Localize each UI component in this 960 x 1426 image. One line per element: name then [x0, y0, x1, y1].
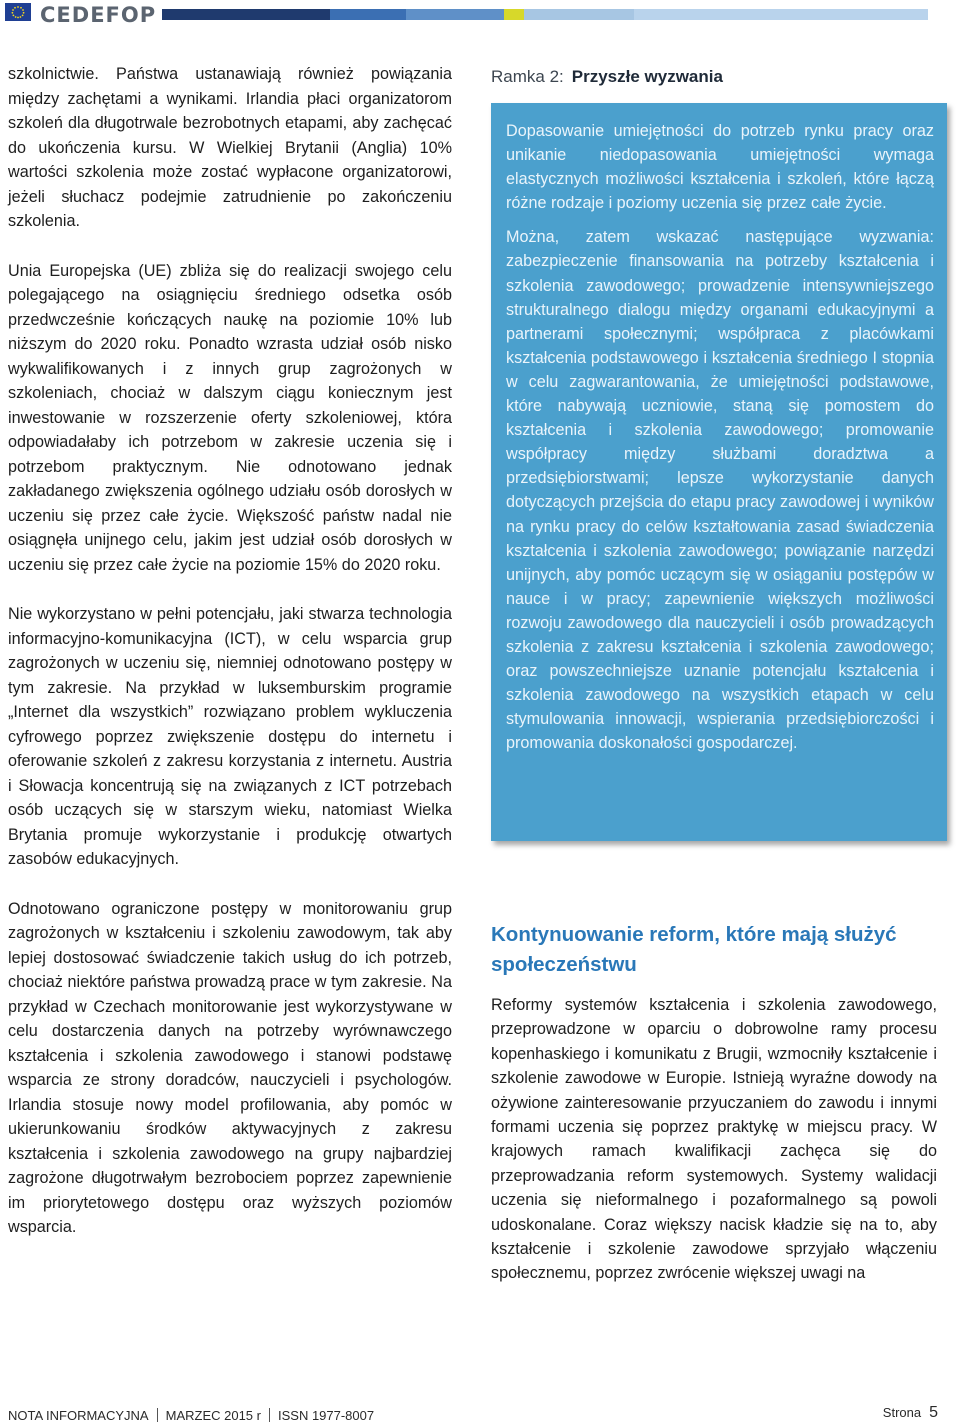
challenges-box: [491, 103, 947, 841]
page-number: 5: [929, 1404, 938, 1421]
header-bar: [406, 9, 504, 20]
box-heading: Przyszłe wyzwania: [571, 67, 723, 86]
footer-page: [883, 1405, 938, 1421]
header-bar: [504, 9, 524, 20]
box-title: [491, 66, 723, 88]
paragraph: Odnotowano ograniczone postępy w monitorowaniu grup zagrożonych w kształceniu i szkoleniu zawodowym, tak aby lepiej dostosować świadczenie takich usług do ich potrzeb, chociaż niektóre państwa prowadzą prace w tym zakresie. Na przykład w Czechach monitorowanie jest wykorzystywane w celu dostarczenia danych na potrzeby wyrównawczego kształcenia i szkolenia zawodowego i stanowi podstawę wsparcia ze strony doradców, nauczycieli i psychologów. Irlandia stosuje nowy model profilowania, aby pomóc w ukierunkowaniu środków aktywacyjnych z zakresu kształcenia i szkolenia zawodowego na grupy najbardziej zagrożone długotrwałym bezrobociem poprzez zapewnienie im priorytetowego dostępu oraz wyższych poziomów wsparcia.: [8, 899, 452, 1236]
box-label: Ramka 2:: [491, 67, 564, 86]
box-paragraph: Można, zatem wskazać następujące wyzwania: zabezpieczenie finansowania na potrzeby kształcenia i szkolenia zawodowego; prowadzenie intensywniejszego strukturalnego dialogu między organami edukacyjnymi a partnerami społecznymi; współpraca z placówkami kształcenia podstawowego i kształcenia średniego I stopnia w celu zagwarantowania, że umiejętności podstawowe, które nabywają uczniowie, staną się pomostem do kształcenia i szkolenia zawodowego; promowanie współpracy między służbami doradztwa a przedsiębiorstwami; lepsze wykorzystanie danych dotyczących przejścia do etapu pracy zawodowej i wyników na rynku pracy do celów kształtowania zasad świadczenia kształcenia i szkolenia zawodowego; powiązanie narzędzi unijnych, aby pomóc uczącym się w osiąganiu postępów w nauce i w pracy; zapewnienie większych możliwości rozwoju zawodowego dla nauczycieli i osób prowadzących szkolenia z zakresu kształcenia i szkolenia zawodowego; oraz powszechniejsze uznanie potencjału kształcenia i szkolenia zawodowego na wszystkich etapach w celu stymulowania innowacji, wspierania przedsiębiorczości i promowania doskonałości gospodarczej.: [506, 228, 934, 753]
box-paragraph: Dopasowanie umiejętności do potrzeb rynku pracy oraz unikanie niedopasowania umiejętności wymaga elastycznych możliwości kształcenia i szkoleń, które łączą różne rodzaje i poziomy uczenia się przez całe życie.: [506, 122, 934, 213]
header-bar: [330, 9, 406, 20]
page-label: Strona: [882, 1405, 922, 1420]
paragraph: Reformy systemów kształcenia i szkolenia zawodowego, przeprowadzone w oparciu o dobrowolne ramy procesu kopenhaskiego i komunikatu z Brugii, wzmocniły kształcenie i szkolenie zawodowe w Europie. Istnieją wyraźne dowody na ożywione zainteresowanie przyuczaniem do zawodu i innymi formami uczenia się poprzez praktykę w miejscu pracy. W krajowych ramach kwalifikacji zachęca się do przeprowadzania reform systemowych. Systemy walidacji uczenia się nieformalnego i pozaformalnego są powoli udoskonalane. Coraz większy nacisk kładzie się na to, aby kształcenie i szkolenie zawodowe sprzyjało włączeniu społecznemu, poprzez zwrócenie większej uwagi na: [491, 996, 937, 1283]
footer-divider: [157, 1408, 158, 1422]
eu-flag-icon: [5, 3, 31, 21]
header-color-bars: [162, 9, 928, 20]
footer-publication-info: [8, 1408, 374, 1424]
page-header: [0, 0, 960, 34]
paragraph: szkolnictwie. Państwa ustanawiają również powiązania między zachętami a wynikami. Irlandia płaci organizatorom szkoleń dla długotrwale bezrobotnych etapami, aby zachęcać do ukończenia kursu. W Wielkiej Brytanii (Anglia) 10% wartości szkolenia może zostać wypłacone organizatorowi, jeżeli słuchacz podejmie zatrudnienie po zakończeniu szkolenia.: [8, 65, 452, 230]
paragraph: Nie wykorzystano w pełni potencjału, jaki stwarza technologia informacyjno-komunikacyjna (ICT), w celu wsparcia grup zagrożonych w uczeniu się, niemniej odnotowano postępy w tym zakresie. Na przykład w luksemburskim programie „Internet dla wszystkich” rozwiązano problem wykluczenia cyfrowego poprzez zwiększenie dostępu do internetu i oferowanie szkoleń z zakresu korzystania z internetu. Austria i Słowacja koncentrują się na związanych z ICT potrzebach osób uczących się w starszym wieku, natomiast Wielka Brytania promuje wykorzystanie i produkcję otwartych zasobów edukacyjnych.: [8, 605, 452, 868]
cedefop-logo: CEDEFOP: [40, 3, 157, 27]
paragraph: Unia Europejska (UE) zbliża się do realizacji swojego celu polegającego na osiągnięciu średniego odsetka osób przedwcześnie kończących naukę na poziomie 10% lub niższym do 2020 roku. Ponadto wzrasta udział osób nisko wykwalifikowanych i z innych grup zagrożonych w szkoleniach, chociaż w dalszym ciągu koniecznym jest inwestowanie w rozszerzenie oferty szkoleniowej, która odpowiadałaby ich potrzebom w zakresie uczenia się i potrzebom praktycznym. Nie odnotowano jednak zakładanego zwiększenia ogólnego udziału osób dorosłych w uczeniu się przez całe życie. Większość państw nadal nie osiągnęła unijnego celu, jakim jest udział osób dorosłych w uczeniu się przez całe życie na poziomie 15% do 2020 roku.: [8, 261, 452, 574]
header-bar: [634, 9, 928, 20]
right-column-text: [491, 993, 937, 1286]
header-bar: [162, 9, 330, 20]
footer-date: MARZEC 2015 r: [165, 1408, 261, 1423]
footer-series: NOTA INFORMACYJNA: [8, 1408, 149, 1423]
footer-issn: ISSN 1977-8007: [277, 1408, 375, 1423]
footer-divider: [269, 1408, 270, 1422]
header-bar: [524, 9, 634, 20]
page-footer: [8, 1404, 938, 1424]
section-heading: Kontynuowanie reform, które mają służyć społeczeństwu: [491, 923, 897, 976]
left-column: [8, 62, 452, 1265]
